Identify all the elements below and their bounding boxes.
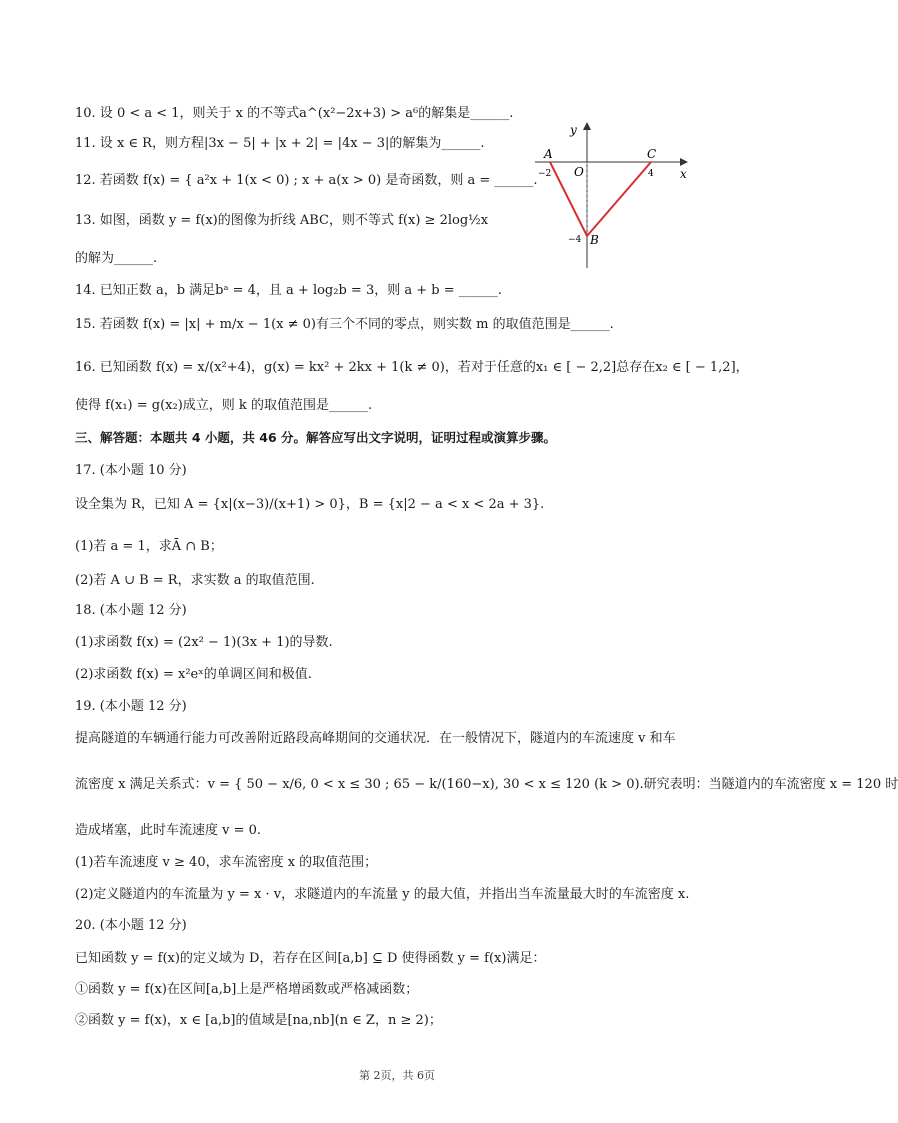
- question-11: 11. 设 x ∈ R，则方程|3x − 5| + |x + 2| = |4x − 3|的解集为______.: [75, 136, 485, 151]
- question-17-title: 17. (本小题 10 分): [75, 463, 187, 478]
- question-20-cond1: ①函数 y = f(x)在区间[a,b]上是严格增函数或严格减函数；: [75, 982, 419, 997]
- polyline-figure: [530, 118, 700, 268]
- question-19-part1: (1)若车流速度 v ≥ 40，求车流密度 x 的取值范围；: [75, 855, 378, 870]
- question-14: 14. 已知正数 a，b 满足bᵃ = 4，且 a + log₂b = 3，则 a + b = ______.: [75, 283, 502, 298]
- question-19-part2: (2)定义隧道内的车流量为 y = x · v，求隧道内的车流量 y 的最大值，并指出当车流量最大时的车流密度 x.: [75, 887, 690, 902]
- y-axis-arrow-icon: [583, 122, 591, 130]
- question-10: 10. 设 0 < a < 1，则关于 x 的不等式a^(x²−2x+3) > a⁶的解集是______.: [75, 106, 514, 121]
- tick-label-neg2: −2: [538, 169, 552, 179]
- question-19-stem-cont: 造成堵塞，此时车流速度 v = 0.: [75, 823, 262, 838]
- page-footer: 第 2页，共 6页: [359, 1069, 435, 1082]
- tick-label-neg4: −4: [568, 235, 582, 245]
- question-20-title: 20. (本小题 12 分): [75, 918, 187, 933]
- tick-label-4: 4: [648, 169, 654, 179]
- point-a-label: A: [544, 147, 553, 161]
- x-axis-label: x: [680, 167, 687, 181]
- polyline-abc: [550, 162, 651, 236]
- point-c-label: C: [647, 147, 657, 161]
- question-19-stem: 提高隧道的车辆通行能力可改善附近路段高峰期间的交通状况．在一般情况下，隧道内的车流速度 v 和车: [75, 731, 676, 746]
- question-13: 13. 如图，函数 y = f(x)的图像为折线 ABC，则不等式 f(x) ≥ 2log½x: [75, 213, 489, 228]
- question-12: 12. 若函数 f(x) = { a²x + 1(x < 0) ; x + a(x > 0) 是奇函数，则 a = ______.: [75, 173, 538, 188]
- question-19-formula: 流密度 x 满足关系式：v = { 50 − x/6, 0 < x ≤ 30 ; 65 − k/(160−x), 30 < x ≤ 120 (k > 0).研究表明：当隧道内的车流密度 x = 120 时: [75, 777, 898, 792]
- question-20-stem: 已知函数 y = f(x)的定义域为 D，若存在区间[a,b] ⊆ D 使得函数 y = f(x)满足：: [75, 951, 546, 966]
- question-18-part1: (1)求函数 f(x) = (2x² − 1)(3x + 1)的导数.: [75, 635, 333, 650]
- question-18-part2: (2)求函数 f(x) = x²eˣ的单调区间和极值.: [75, 667, 312, 682]
- question-13-cont: 的解为______.: [75, 251, 158, 266]
- question-17-part2: (2)若 A ∪ B = R，求实数 a 的取值范围.: [75, 573, 315, 588]
- point-b-label: B: [590, 233, 599, 247]
- question-19-title: 19. (本小题 12 分): [75, 699, 187, 714]
- origin-label: O: [574, 165, 584, 179]
- section-heading: 三、解答题：本题共 4 小题，共 46 分。解答应写出文字说明，证明过程或演算步骤。: [75, 430, 557, 445]
- question-16: 16. 已知函数 f(x) = x/(x²+4)，g(x) = kx² + 2kx + 1(k ≠ 0)，若对于任意的x₁ ∈ [ − 2,2]总存在x₂ ∈ [ − 1,2]，: [75, 360, 749, 375]
- y-axis-label: y: [570, 123, 577, 137]
- x-axis-arrow-icon: [680, 158, 688, 166]
- question-20-cond2: ②函数 y = f(x)，x ∈ [a,b]的值域是[na,nb](n ∈ Z，n ≥ 2)；: [75, 1013, 442, 1028]
- question-17-part1: (1)若 a = 1，求Ā ∩ B；: [75, 539, 223, 554]
- question-17-stem: 设全集为 R，已知 A = {x|(x−3)/(x+1) > 0}，B = {x|2 − a < x < 2a + 3}.: [75, 497, 545, 512]
- question-15: 15. 若函数 f(x) = |x| + m/x − 1(x ≠ 0)有三个不同的零点，则实数 m 的取值范围是______.: [75, 317, 614, 332]
- question-16-cont: 使得 f(x₁) = g(x₂)成立，则 k 的取值范围是______.: [75, 398, 373, 413]
- question-18-title: 18. (本小题 12 分): [75, 603, 187, 618]
